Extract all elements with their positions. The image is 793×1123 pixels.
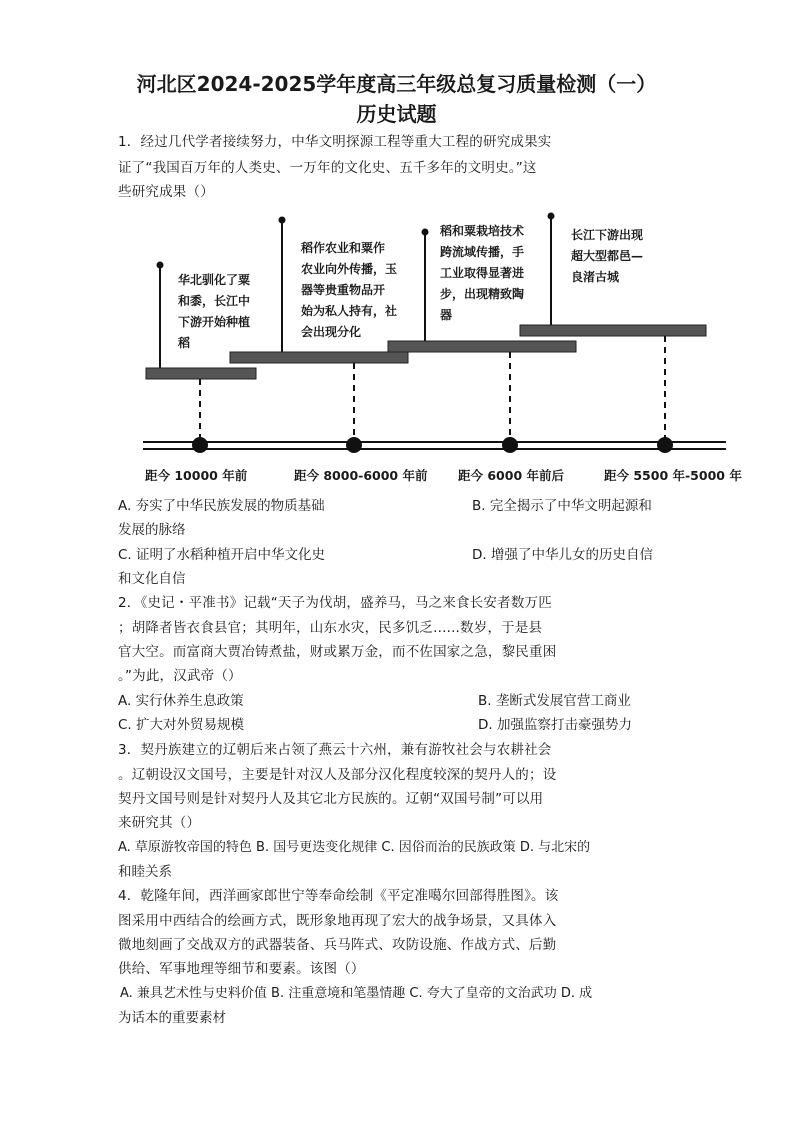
step-bar — [388, 341, 576, 352]
q1-stem-line: 1．经过几代学者接续努力，中华文明探源工程等重大工程的研究成果实 — [118, 134, 552, 150]
timeline-node — [657, 437, 673, 453]
q4-stem-line: 微地刻画了交战双方的武器装备、兵马阵式、攻防设施、作战方式、后勤 — [118, 937, 557, 953]
q4-stem-line: 4．乾隆年间，西洋画家郎世宁等奉命绘制《平定准噶尔回部得胜图》。该 — [118, 888, 559, 904]
q2-stem-line: ；胡降者皆衣食县官；其明年，山东水灾，民多饥乏......数岁，于是县 — [118, 620, 543, 636]
q2-stem-line: 。”为此，汉武帝（） — [118, 668, 242, 684]
q1-stem-line: 些研究成果（） — [118, 184, 214, 200]
q4-stem-line: 图采用中西结合的绘画方式，既形象地再现了宏大的战争场景，又具体入 — [118, 913, 557, 929]
timeline-tick-label: 距今 10000 年前 — [145, 468, 248, 483]
q3-stem-line: 。辽朝设汉文国号，主要是针对汉人及部分汉化程度较深的契丹人的；设 — [118, 767, 557, 783]
timeline-tick-label: 距今 5500 年-5000 年 — [604, 468, 742, 483]
q1-option-a[interactable]: A. 夯实了中华民族发展的物质基础 — [118, 498, 325, 514]
event-text: 稻和粟栽培技术 跨流域传播，手 工业取得显著进 步，出现精致陶 器 — [440, 224, 525, 322]
q2-option-c[interactable]: C. 扩大对外贸易规模 — [118, 717, 245, 733]
event-text: 稻作农业和粟作 农业向外传播，玉 器等贵重物品开 始为私人持有，社 会出现分化 — [301, 241, 398, 339]
q1-option-c[interactable]: C. 证明了水稻种植开启中华文化史 — [118, 547, 326, 563]
q2-option-d[interactable]: D. 加强监察打击豪强势力 — [478, 717, 632, 733]
q2-option-b[interactable]: B. 垄断式发展官营工商业 — [478, 693, 631, 709]
step-bar — [230, 352, 408, 363]
event-pin — [279, 217, 286, 224]
q2-stem-line: 2．《史记・平准书》记载“天子为伐胡，盛养马，马之来食长安者数万匹 — [118, 595, 552, 611]
event-text: 华北驯化了粟 和黍，长江中 下游开始种植 稻 — [178, 273, 251, 350]
timeline-node — [346, 437, 362, 453]
q1-option-d[interactable]: D. 增强了中华儿女的历史自信 — [472, 547, 653, 563]
timeline-node — [192, 437, 208, 453]
timeline-tick-label: 距今 8000-6000 年前 — [294, 468, 428, 483]
q1-option-b[interactable]: B. 完全揭示了中华文明起源和 — [472, 498, 652, 514]
q2-option-a[interactable]: A. 实行休养生息政策 — [118, 693, 244, 709]
event-pin — [422, 229, 429, 236]
q1-stem-line: 证了“我国百万年的人类史、一万年的文化史、五千多年的文明史。”这 — [118, 160, 537, 176]
q4-options-cont: 为话本的重要素材 — [118, 1010, 226, 1026]
step-bar — [520, 325, 706, 336]
exam-title: 河北区2024-2025学年度高三年级总复习质量检测（一） — [136, 72, 657, 96]
event-pin — [548, 213, 555, 220]
q1-option-b-cont: 发展的脉络 — [118, 522, 186, 538]
q4-stem-line: 供给、军事地理等细节和要素。该图（） — [118, 961, 365, 977]
step-bar — [146, 368, 256, 379]
q3-stem-line: 3．契丹族建立的辽朝后来占领了燕云十六州，兼有游牧社会与农耕社会 — [118, 742, 552, 758]
q3-options[interactable]: A. 草原游牧帝国的特色 B. 国号更迭变化规律 C. 因俗而治的民族政策 D. 与北宋的 — [118, 840, 591, 855]
q4-options[interactable]: A. 兼具艺术性与史料价值 B. 注重意境和笔墨情趣 C. 夸大了皇帝的文治武功 D. 成 — [120, 986, 593, 1001]
q2-stem-line: 官大空。而富商大贾冶铸煮盐，财或累万金，而不佐国家之急，黎民重困 — [118, 644, 557, 660]
event-pin — [157, 262, 164, 269]
q3-stem-line: 来研究其（） — [118, 815, 201, 831]
timeline-node — [502, 437, 518, 453]
event-text: 长江下游出现 超大型都邑— 良渚古城 — [571, 228, 644, 284]
q1-option-d-cont: 和文化自信 — [118, 571, 186, 587]
q3-stem-line: 契丹文国号则是针对契丹人及其它北方民族的。辽朝“双国号制”可以用 — [118, 791, 544, 807]
timeline-tick-label: 距今 6000 年前后 — [458, 468, 564, 483]
subject-title: 历史试题 — [356, 102, 437, 126]
q3-options-cont: 和睦关系 — [118, 864, 172, 880]
